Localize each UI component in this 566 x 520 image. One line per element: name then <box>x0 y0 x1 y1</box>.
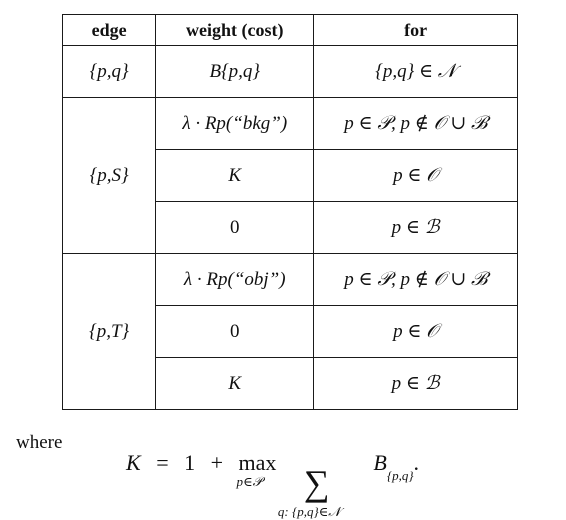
table-header-row <box>63 15 518 46</box>
formula-sum-symbol: ∑ <box>303 463 330 503</box>
for-cell: p ∈ 𝒫, p ∉ 𝒪 ∪ ℬ <box>314 98 518 150</box>
weight-cell: λ · Rp(“bkg”) <box>156 98 314 150</box>
formula-max: max <box>238 450 277 475</box>
formula-plus: + <box>210 450 224 475</box>
where-label: where <box>16 432 63 453</box>
edge-cell: {p,T} <box>63 254 156 410</box>
header-edge: edge <box>63 15 156 46</box>
formula-lhs: K <box>126 450 141 475</box>
for-cell: p ∈ ℬ <box>314 358 518 410</box>
edge-weight-table <box>62 14 518 410</box>
header-for: for <box>314 15 518 46</box>
weight-cell: 0 <box>156 202 314 254</box>
weight-cell: λ · Rp(“obj”) <box>156 254 314 306</box>
weight-cell: B{p,q} <box>156 46 314 98</box>
formula-term-sub: {p,q} <box>386 468 414 483</box>
formula-equals: = <box>156 450 169 475</box>
weight-cell: K <box>156 150 314 202</box>
formula-sum-sub: q: {p,q}∈𝒩 <box>277 504 341 519</box>
edge-cell: {p,S} <box>63 98 156 254</box>
edge-cell: {p,q} <box>63 46 156 98</box>
formula-one: 1 <box>184 450 196 475</box>
for-cell: p ∈ 𝒫, p ∉ 𝒪 ∪ ℬ <box>314 254 518 306</box>
table-row <box>63 254 518 306</box>
table-row <box>63 98 518 150</box>
for-cell: p ∈ 𝒪 <box>314 150 518 202</box>
formula-term: B <box>373 450 387 475</box>
for-cell: p ∈ 𝒪 <box>314 306 518 358</box>
weight-cell: K <box>156 358 314 410</box>
k-definition-formula <box>126 450 420 519</box>
formula-max-sub: p∈𝒫 <box>236 474 263 489</box>
weight-cell: 0 <box>156 306 314 358</box>
formula-period: . <box>413 450 420 475</box>
header-weight: weight (cost) <box>156 15 314 46</box>
for-cell: {p,q} ∈ 𝒩 <box>314 46 518 98</box>
table-row <box>63 46 518 98</box>
for-cell: p ∈ ℬ <box>314 202 518 254</box>
